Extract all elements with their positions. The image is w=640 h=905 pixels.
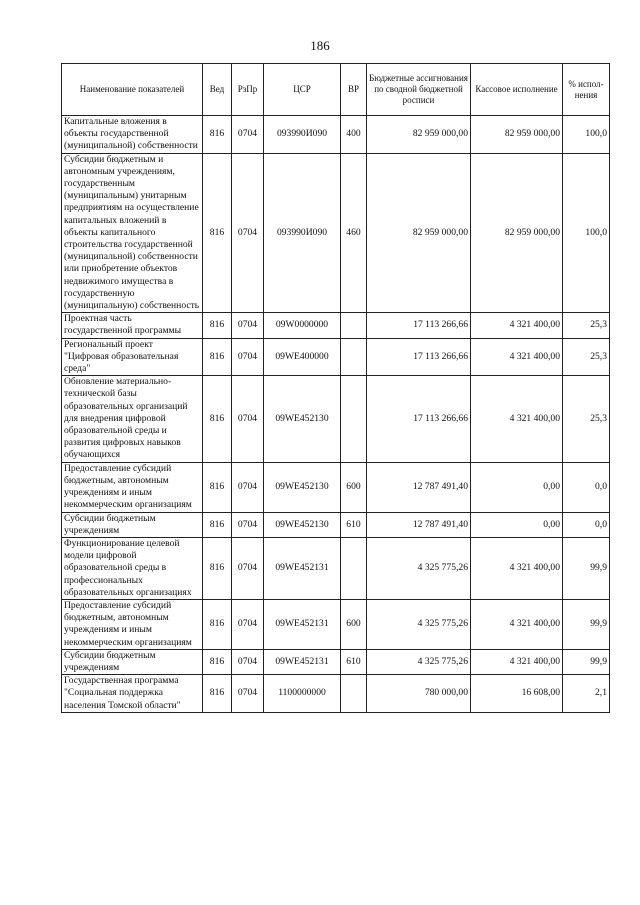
row-execution-percent: 25,3 [563,338,610,376]
row-vr: 600 [341,462,367,512]
header-cash-execution: Кассовое исполнение [471,64,563,116]
row-cash-execution: 4 321 400,00 [471,338,563,376]
row-csr: 09W0000000 [264,313,341,338]
row-ved: 816 [203,675,232,713]
row-rzpr: 0704 [232,675,264,713]
table-row [62,649,610,674]
row-execution-percent: 0,0 [563,462,610,512]
row-csr: 09WE400000 [264,338,341,376]
row-name: Субсидии бюджетным учреждениям [62,512,203,537]
row-csr: 09WE452130 [264,512,341,537]
row-rzpr: 0704 [232,462,264,512]
row-execution-percent: 99,9 [563,649,610,674]
table-row [62,116,610,154]
row-cash-execution: 4 321 400,00 [471,649,563,674]
row-csr: 09WE452130 [264,462,341,512]
row-ved: 816 [203,376,232,462]
row-assignments: 17 113 266,66 [367,313,471,338]
row-csr: 1100000000 [264,675,341,713]
row-cash-execution: 4 321 400,00 [471,313,563,338]
row-cash-execution: 16 608,00 [471,675,563,713]
row-rzpr: 0704 [232,649,264,674]
header-ved: Вед [203,64,232,116]
row-csr: 093990И090 [264,116,341,154]
row-ved: 816 [203,313,232,338]
row-cash-execution: 0,00 [471,462,563,512]
row-execution-percent: 100,0 [563,153,610,313]
row-ved: 816 [203,338,232,376]
row-name: Капитальные вложения в объекты государственной (муниципальной) собственности [62,116,203,154]
row-name: Субсидии бюджетным учреждениям [62,649,203,674]
row-name: Функционирование целевой модели цифровой образовательной среды в профессиональных образовательных организациях [62,537,203,599]
table-row [62,153,610,313]
row-cash-execution: 4 321 400,00 [471,599,563,649]
row-csr: 09WE452131 [264,649,341,674]
header-row [62,64,610,116]
row-execution-percent: 100,0 [563,116,610,154]
row-name: Предоставление субсидий бюджетным, автономным учреждениям и иным некоммерческим организациям [62,599,203,649]
table-row [62,512,610,537]
row-assignments: 4 325 775,26 [367,599,471,649]
row-vr: 460 [341,153,367,313]
row-vr [341,675,367,713]
table-row [62,313,610,338]
row-ved: 816 [203,512,232,537]
table-row [62,338,610,376]
table-row [62,599,610,649]
row-rzpr: 0704 [232,376,264,462]
row-execution-percent: 25,3 [563,376,610,462]
row-assignments: 12 787 491,40 [367,512,471,537]
table-row [62,462,610,512]
table-row [62,675,610,713]
row-assignments: 17 113 266,66 [367,376,471,462]
row-cash-execution: 4 321 400,00 [471,376,563,462]
row-assignments: 17 113 266,66 [367,338,471,376]
row-name: Государственная программа "Социальная поддержка населения Томской области" [62,675,203,713]
row-execution-percent: 99,9 [563,537,610,599]
row-name: Предоставление субсидий бюджетным, автономным учреждениям и иным некоммерческим организациям [62,462,203,512]
row-cash-execution: 82 959 000,00 [471,116,563,154]
row-name: Региональный проект "Цифровая образовательная среда" [62,338,203,376]
header-vr: ВР [341,64,367,116]
row-assignments: 4 325 775,26 [367,537,471,599]
row-csr: 09WE452131 [264,537,341,599]
row-ved: 816 [203,116,232,154]
row-execution-percent: 2,1 [563,675,610,713]
header-execution-percent: % испол-нения [563,64,610,116]
row-assignments: 4 325 775,26 [367,649,471,674]
row-rzpr: 0704 [232,153,264,313]
row-rzpr: 0704 [232,116,264,154]
row-assignments: 82 959 000,00 [367,153,471,313]
row-name: Обновление материально-технической базы образовательных организаций для внедрения цифровой образовательной среды и развития цифровых навыков обучающихся [62,376,203,462]
row-rzpr: 0704 [232,599,264,649]
row-vr [341,313,367,338]
header-name: Наименование показателей [62,64,203,116]
row-assignments: 82 959 000,00 [367,116,471,154]
row-vr [341,376,367,462]
row-ved: 816 [203,599,232,649]
row-vr [341,537,367,599]
row-ved: 816 [203,462,232,512]
page-number: 186 [310,38,330,53]
row-execution-percent: 0,0 [563,512,610,537]
row-vr [341,338,367,376]
row-rzpr: 0704 [232,512,264,537]
row-cash-execution: 82 959 000,00 [471,153,563,313]
header-assignments: Бюджетные ассигнования по сводной бюджетной росписи [367,64,471,116]
row-assignments: 12 787 491,40 [367,462,471,512]
row-ved: 816 [203,153,232,313]
row-vr: 600 [341,599,367,649]
row-ved: 816 [203,649,232,674]
row-name: Субсидии бюджетным и автономным учреждениям, государственным (муниципальным) унитарным предприятиям на осуществление капитальных вложений в объекты капитального строительства государственной (муниципальной) собственности или приобретение объектов недвижимого имущества в государственную (муниципальную) собственность [62,153,203,313]
row-execution-percent: 25,3 [563,313,610,338]
row-ved: 816 [203,537,232,599]
row-rzpr: 0704 [232,338,264,376]
budget-table [61,63,610,713]
row-cash-execution: 4 321 400,00 [471,537,563,599]
row-rzpr: 0704 [232,537,264,599]
table-row [62,376,610,462]
row-vr: 610 [341,649,367,674]
row-rzpr: 0704 [232,313,264,338]
row-cash-execution: 0,00 [471,512,563,537]
row-csr: 093990И090 [264,153,341,313]
row-assignments: 780 000,00 [367,675,471,713]
table-row [62,537,610,599]
row-vr: 400 [341,116,367,154]
header-csr: ЦСР [264,64,341,116]
row-vr: 610 [341,512,367,537]
row-csr: 09WE452131 [264,599,341,649]
row-execution-percent: 99,9 [563,599,610,649]
row-name: Проектная часть государственной программы [62,313,203,338]
row-csr: 09WE452130 [264,376,341,462]
header-rzpr: РзПр [232,64,264,116]
